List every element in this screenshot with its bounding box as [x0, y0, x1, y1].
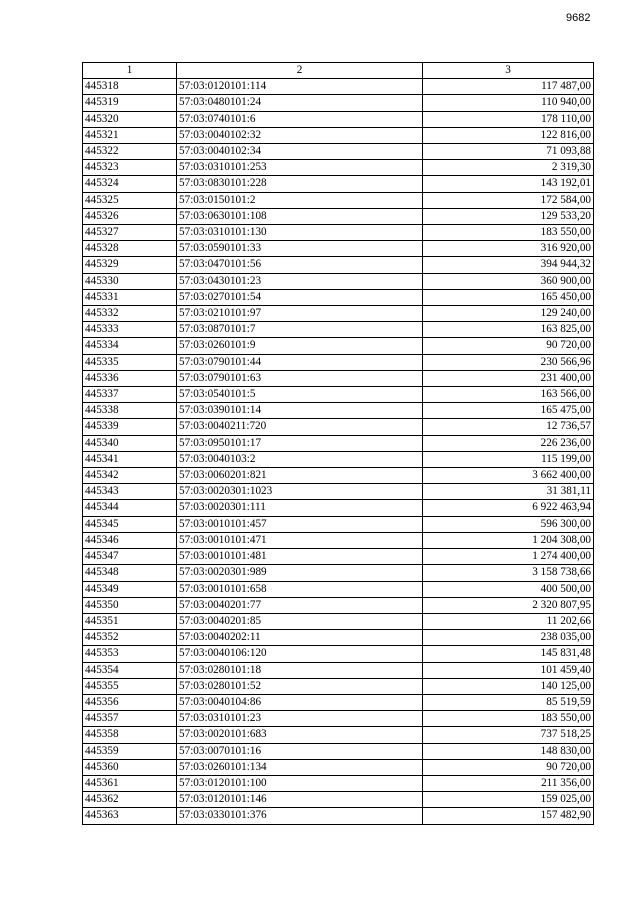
- table-row: [83, 257, 594, 273]
- cadastral-number-cell: 57:03:0040106:120: [177, 646, 423, 662]
- table-row: [83, 565, 594, 581]
- cadastral-number-cell: 57:03:0010101:658: [177, 581, 423, 597]
- value-cell: 129 533,20: [423, 208, 594, 224]
- value-cell: 400 500,00: [423, 581, 594, 597]
- table-row: [83, 273, 594, 289]
- cadastral-number-cell: 57:03:0010101:481: [177, 549, 423, 565]
- table-row: [83, 646, 594, 662]
- header-row: [83, 63, 594, 79]
- value-cell: 31 381,11: [423, 484, 594, 500]
- value-cell: 226 236,00: [423, 435, 594, 451]
- value-cell: 117 487,00: [423, 79, 594, 95]
- row-number-cell: 445337: [83, 387, 177, 403]
- table-row: [83, 208, 594, 224]
- row-number-cell: 445362: [83, 792, 177, 808]
- table-row: [83, 759, 594, 775]
- value-cell: 394 944,32: [423, 257, 594, 273]
- value-cell: 12 736,57: [423, 419, 594, 435]
- value-cell: 165 450,00: [423, 289, 594, 305]
- value-cell: 360 900,00: [423, 273, 594, 289]
- cadastral-number-cell: 57:03:0480101:24: [177, 95, 423, 111]
- table-row: [83, 176, 594, 192]
- column-header-3: 3: [423, 63, 594, 79]
- table-row: [83, 111, 594, 127]
- cadastral-number-cell: 57:03:0280101:52: [177, 678, 423, 694]
- table-row: [83, 289, 594, 305]
- cadastral-number-cell: 57:03:0210101:97: [177, 306, 423, 322]
- value-cell: 143 192,01: [423, 176, 594, 192]
- cadastral-number-cell: 57:03:0310101:23: [177, 711, 423, 727]
- cadastral-number-cell: 57:03:0040103:2: [177, 451, 423, 467]
- row-number-cell: 445360: [83, 759, 177, 775]
- value-cell: 163 825,00: [423, 322, 594, 338]
- cadastral-number-cell: 57:03:0040102:34: [177, 144, 423, 160]
- table-row: [83, 160, 594, 176]
- cadastral-number-cell: 57:03:0070101:16: [177, 743, 423, 759]
- value-cell: 165 475,00: [423, 403, 594, 419]
- table-row: [83, 338, 594, 354]
- row-number-cell: 445341: [83, 451, 177, 467]
- row-number-cell: 445343: [83, 484, 177, 500]
- value-cell: 110 940,00: [423, 95, 594, 111]
- value-cell: 140 125,00: [423, 678, 594, 694]
- table-row: [83, 435, 594, 451]
- column-header-1: 1: [83, 63, 177, 79]
- value-cell: 230 566,96: [423, 354, 594, 370]
- table-row: [83, 370, 594, 386]
- column-header-2: 2: [177, 63, 423, 79]
- cadastral-number-cell: 57:03:0390101:14: [177, 403, 423, 419]
- row-number-cell: 445355: [83, 678, 177, 694]
- row-number-cell: 445356: [83, 694, 177, 710]
- value-cell: 2 320 807,95: [423, 597, 594, 613]
- value-cell: 172 584,00: [423, 192, 594, 208]
- table-row: [83, 581, 594, 597]
- row-number-cell: 445339: [83, 419, 177, 435]
- table-row: [83, 387, 594, 403]
- value-cell: 122 816,00: [423, 127, 594, 143]
- row-number-cell: 445340: [83, 435, 177, 451]
- value-cell: 316 920,00: [423, 241, 594, 257]
- page-number: 9682: [566, 12, 591, 24]
- value-cell: 115 199,00: [423, 451, 594, 467]
- table-row: [83, 79, 594, 95]
- table-row: [83, 192, 594, 208]
- data-table: [82, 62, 594, 825]
- cadastral-number-cell: 57:03:0280101:18: [177, 662, 423, 678]
- value-cell: 2 319,30: [423, 160, 594, 176]
- row-number-cell: 445354: [83, 662, 177, 678]
- row-number-cell: 445325: [83, 192, 177, 208]
- table-row: [83, 549, 594, 565]
- table-row: [83, 792, 594, 808]
- cadastral-number-cell: 57:03:0790101:63: [177, 370, 423, 386]
- row-number-cell: 445353: [83, 646, 177, 662]
- table-row: [83, 662, 594, 678]
- row-number-cell: 445333: [83, 322, 177, 338]
- value-cell: 145 831,48: [423, 646, 594, 662]
- cadastral-number-cell: 57:03:0040201:77: [177, 597, 423, 613]
- value-cell: 101 459,40: [423, 662, 594, 678]
- cadastral-number-cell: 57:03:0120101:114: [177, 79, 423, 95]
- row-number-cell: 445338: [83, 403, 177, 419]
- table-row: [83, 95, 594, 111]
- cadastral-number-cell: 57:03:0330101:376: [177, 808, 423, 824]
- value-cell: 211 356,00: [423, 775, 594, 791]
- row-number-cell: 445335: [83, 354, 177, 370]
- table-row: [83, 419, 594, 435]
- row-number-cell: 445332: [83, 306, 177, 322]
- row-number-cell: 445334: [83, 338, 177, 354]
- row-number-cell: 445346: [83, 532, 177, 548]
- value-cell: 90 720,00: [423, 759, 594, 775]
- cadastral-number-cell: 57:03:0950101:17: [177, 435, 423, 451]
- row-number-cell: 445318: [83, 79, 177, 95]
- value-cell: 178 110,00: [423, 111, 594, 127]
- table-row: [83, 468, 594, 484]
- value-cell: 596 300,00: [423, 516, 594, 532]
- cadastral-number-cell: 57:03:0120101:146: [177, 792, 423, 808]
- row-number-cell: 445348: [83, 565, 177, 581]
- value-cell: 148 830,00: [423, 743, 594, 759]
- table-row: [83, 516, 594, 532]
- table-row: [83, 354, 594, 370]
- table-row: [83, 613, 594, 629]
- value-cell: 737 518,25: [423, 727, 594, 743]
- table-row: [83, 743, 594, 759]
- cadastral-number-cell: 57:03:0040202:11: [177, 630, 423, 646]
- row-number-cell: 445327: [83, 225, 177, 241]
- cadastral-number-cell: 57:03:0740101:6: [177, 111, 423, 127]
- row-number-cell: 445350: [83, 597, 177, 613]
- row-number-cell: 445344: [83, 500, 177, 516]
- value-cell: 11 202,66: [423, 613, 594, 629]
- table-row: [83, 711, 594, 727]
- value-cell: 3 158 738,66: [423, 565, 594, 581]
- cadastral-number-cell: 57:03:0010101:457: [177, 516, 423, 532]
- cadastral-number-cell: 57:03:0830101:228: [177, 176, 423, 192]
- cadastral-number-cell: 57:03:0040201:85: [177, 613, 423, 629]
- cadastral-number-cell: 57:03:0010101:471: [177, 532, 423, 548]
- value-cell: 6 922 463,94: [423, 500, 594, 516]
- table-row: [83, 225, 594, 241]
- row-number-cell: 445345: [83, 516, 177, 532]
- cadastral-number-cell: 57:03:0260101:134: [177, 759, 423, 775]
- value-cell: 90 720,00: [423, 338, 594, 354]
- value-cell: 3 662 400,00: [423, 468, 594, 484]
- value-cell: 231 400,00: [423, 370, 594, 386]
- cadastral-number-cell: 57:03:0310101:130: [177, 225, 423, 241]
- value-cell: 183 550,00: [423, 225, 594, 241]
- table-row: [83, 451, 594, 467]
- row-number-cell: 445352: [83, 630, 177, 646]
- row-number-cell: 445322: [83, 144, 177, 160]
- value-cell: 129 240,00: [423, 306, 594, 322]
- cadastral-number-cell: 57:03:0020301:989: [177, 565, 423, 581]
- table-row: [83, 403, 594, 419]
- table-row: [83, 727, 594, 743]
- table-body: [83, 79, 594, 824]
- cadastral-number-cell: 57:03:0040104:86: [177, 694, 423, 710]
- row-number-cell: 445330: [83, 273, 177, 289]
- value-cell: 85 519,59: [423, 694, 594, 710]
- table-row: [83, 500, 594, 516]
- table-row: [83, 808, 594, 824]
- table-row: [83, 306, 594, 322]
- cadastral-number-cell: 57:03:0020301:1023: [177, 484, 423, 500]
- cadastral-number-cell: 57:03:0630101:108: [177, 208, 423, 224]
- cadastral-number-cell: 57:03:0430101:23: [177, 273, 423, 289]
- cadastral-number-cell: 57:03:0270101:54: [177, 289, 423, 305]
- row-number-cell: 445347: [83, 549, 177, 565]
- value-cell: 71 093,88: [423, 144, 594, 160]
- table-row: [83, 127, 594, 143]
- row-number-cell: 445351: [83, 613, 177, 629]
- cadastral-number-cell: 57:03:0540101:5: [177, 387, 423, 403]
- table-row: [83, 630, 594, 646]
- cadastral-number-cell: 57:03:0260101:9: [177, 338, 423, 354]
- cadastral-number-cell: 57:03:0020101:683: [177, 727, 423, 743]
- row-number-cell: 445358: [83, 727, 177, 743]
- row-number-cell: 445320: [83, 111, 177, 127]
- row-number-cell: 445319: [83, 95, 177, 111]
- row-number-cell: 445331: [83, 289, 177, 305]
- value-cell: 183 550,00: [423, 711, 594, 727]
- row-number-cell: 445359: [83, 743, 177, 759]
- value-cell: 1 204 308,00: [423, 532, 594, 548]
- row-number-cell: 445342: [83, 468, 177, 484]
- row-number-cell: 445349: [83, 581, 177, 597]
- table-row: [83, 597, 594, 613]
- row-number-cell: 445321: [83, 127, 177, 143]
- table-row: [83, 694, 594, 710]
- row-number-cell: 445326: [83, 208, 177, 224]
- cadastral-number-cell: 57:03:0040211:720: [177, 419, 423, 435]
- row-number-cell: 445329: [83, 257, 177, 273]
- value-cell: 238 035,00: [423, 630, 594, 646]
- cadastral-number-cell: 57:03:0470101:56: [177, 257, 423, 273]
- cadastral-number-cell: 57:03:0790101:44: [177, 354, 423, 370]
- cadastral-number-cell: 57:03:0150101:2: [177, 192, 423, 208]
- row-number-cell: 445336: [83, 370, 177, 386]
- value-cell: 157 482,90: [423, 808, 594, 824]
- cadastral-number-cell: 57:03:0040102:32: [177, 127, 423, 143]
- table-row: [83, 484, 594, 500]
- row-number-cell: 445361: [83, 775, 177, 791]
- row-number-cell: 445357: [83, 711, 177, 727]
- table-row: [83, 144, 594, 160]
- cadastral-number-cell: 57:03:0590101:33: [177, 241, 423, 257]
- table-row: [83, 678, 594, 694]
- cadastral-number-cell: 57:03:0870101:7: [177, 322, 423, 338]
- cadastral-number-cell: 57:03:0020301:111: [177, 500, 423, 516]
- cadastral-number-cell: 57:03:0060201:821: [177, 468, 423, 484]
- row-number-cell: 445363: [83, 808, 177, 824]
- row-number-cell: 445323: [83, 160, 177, 176]
- cadastral-number-cell: 57:03:0310101:253: [177, 160, 423, 176]
- value-cell: 1 274 400,00: [423, 549, 594, 565]
- row-number-cell: 445328: [83, 241, 177, 257]
- cadastral-number-cell: 57:03:0120101:100: [177, 775, 423, 791]
- row-number-cell: 445324: [83, 176, 177, 192]
- table-row: [83, 532, 594, 548]
- value-cell: 163 566,00: [423, 387, 594, 403]
- table-row: [83, 775, 594, 791]
- value-cell: 159 025,00: [423, 792, 594, 808]
- table-row: [83, 322, 594, 338]
- table-row: [83, 241, 594, 257]
